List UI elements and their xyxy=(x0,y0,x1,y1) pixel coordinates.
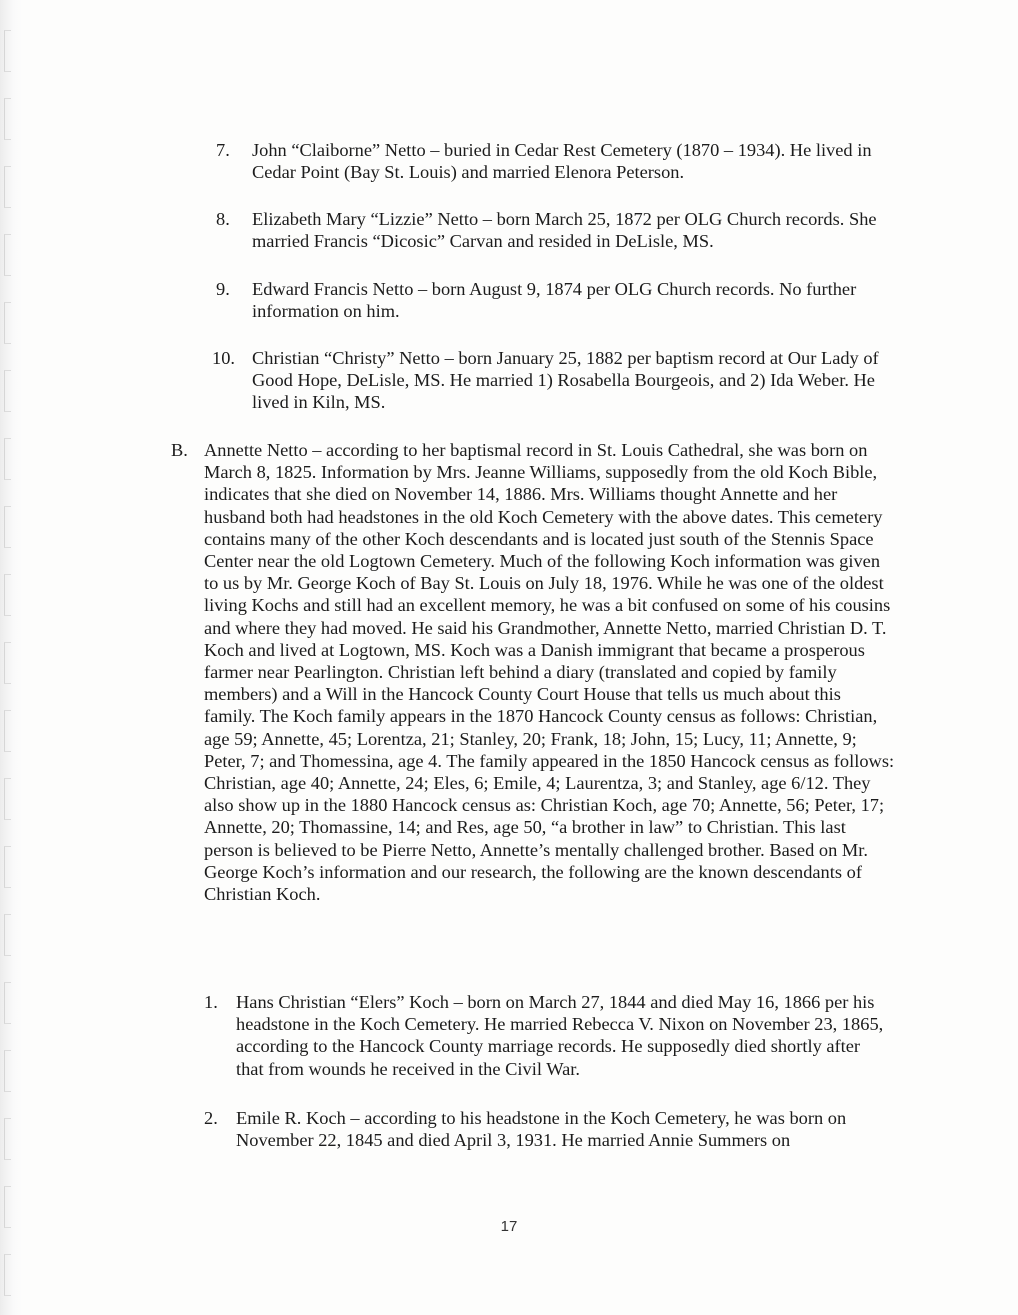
list-item-text: John “Claiborne” Netto – buried in Cedar Rest Cemetery (1870 – 1934). He lived in Cedar Point (Bay St. Louis) and married Elenora Peterson. xyxy=(252,140,872,183)
scan-edge-mark xyxy=(4,982,11,1024)
list-item-number: 8. xyxy=(216,209,230,229)
list-item-text: Edward Francis Netto – born August 9, 1874 per OLG Church records. No further information on him. xyxy=(252,279,857,322)
section-paragraph: Annette Netto – according to her baptismal record in St. Louis Cathedral, she was born on March 8, 1825. Information by Mrs. Jeanne Williams, supposedly from the old Koch Bible, indicates that she died on November 14, 1886. Mrs. Williams thought Annette and her husband both had headstones in the old Koch Cemetery with the above dates. This cemetery contains many of the other Koch descendants and is located just south of the Stennis Space Center near the old Logtown Cemetery. Much of the following Koch information was given to us by Mr. George Koch of Bay St. Louis on July 18, 1976. While he was one of the oldest living Kochs and still had an excellent memory, he was a bit confused on some of his cousins and where they had moved. He said his Grandmother, Annette Netto, married Christian D. T. Koch and lived at Logtown, MS. Koch was a Danish immigrant that became a prosperous farmer near Pearlington. Christian left behind a diary (translated and copied by family members) and a Will in the Hancock County Court House that tells us much about this family. The Koch family appears in the 1870 Hancock County census as follows: Christian, age 59; Annette, 45; Lorentza, 21; Stanley, 20; Frank, 18; John, 15; Lucy, 11; Annette, 9; Peter, 7; and Thomessina, age 4. The family appeared in the 1850 Hancock census as follows: Christian, age 40; Annette, 24; Eles, 6; Emile, 4; Laurentza, 3; and Stanley, age 6/12. They also show up in the 1880 Hancock census as: Christian Koch, age 70; Annette, 56; Peter, 17; Annette, 20; Thomassine, 14; and Res, age 50, “a brother in law” to Christian. This last person is believed to be Pierre Netto, Annette’s mentally challenged brother. Based on Mr. George Koch’s information and our research, the following are the known descendants of Christian Koch. xyxy=(204,440,895,905)
list-item-text: Christian “Christy” Netto – born January 25, 1882 per baptism record at Our Lady of Good Hope, DeLisle, MS. He married 1) Rosabella Bourgeois, and 2) Ida Weber. He lived in Kiln, MS. xyxy=(252,348,879,413)
scan-edge-mark xyxy=(4,846,11,888)
scan-edge-mark xyxy=(4,778,11,820)
section-letter: B. xyxy=(171,440,188,460)
scan-edge-mark xyxy=(4,302,11,344)
scan-edge-mark xyxy=(4,710,11,752)
scan-edge-mark xyxy=(4,438,11,480)
scan-edge-mark xyxy=(4,506,11,548)
scan-edge-mark xyxy=(4,370,11,412)
scan-edge-mark xyxy=(4,1254,11,1296)
list-item-number: 9. xyxy=(216,279,230,299)
scan-edge-mark xyxy=(4,234,11,276)
list-item-number: 1. xyxy=(204,992,218,1012)
list-item-text: Elizabeth Mary “Lizzie” Netto – born March 25, 1872 per OLG Church records. She married Francis “Dicosic” Carvan and resided in DeLisle, MS. xyxy=(252,209,877,252)
list-item-text: Emile R. Koch – according to his headstone in the Koch Cemetery, he was born on November 22, 1845 and died April 3, 1931. He married Annie Summers on xyxy=(236,1108,847,1151)
scan-edge-mark xyxy=(4,30,11,72)
list-item-number: 2. xyxy=(204,1108,218,1128)
scan-edge-mark xyxy=(4,166,11,208)
list-item-number: 7. xyxy=(216,140,230,160)
scan-edge-mark xyxy=(4,914,11,956)
scan-edge-mark xyxy=(4,1050,11,1092)
scan-edge-mark xyxy=(4,574,11,616)
list-item-text: Hans Christian “Elers” Koch – born on March 27, 1844 and died May 16, 1866 per his headstone in the Koch Cemetery. He married Rebecca V. Nixon on November 23, 1865, according to the Hancock County marriage records. He supposedly died shortly after that from wounds he received in the Civil War. xyxy=(236,992,884,1079)
page-number: 17 xyxy=(500,1218,518,1235)
scan-edge-mark xyxy=(4,1118,11,1160)
scan-edge-mark xyxy=(4,98,11,140)
list-item-number: 10. xyxy=(212,348,235,368)
scan-edge-mark xyxy=(4,642,11,684)
